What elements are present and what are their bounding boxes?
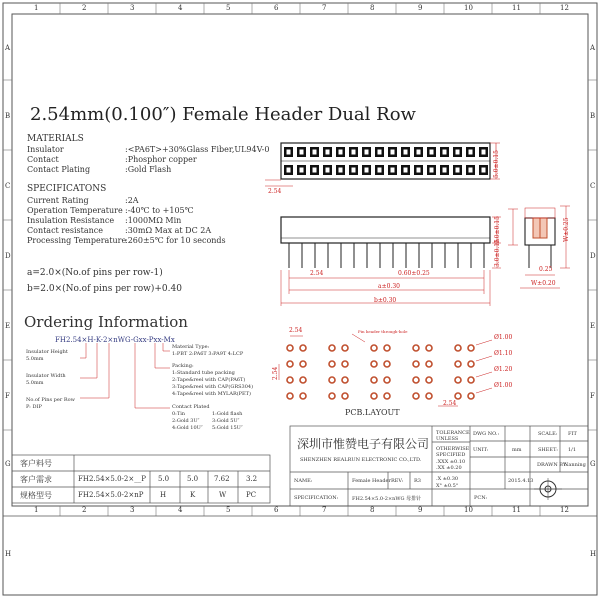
spec-value: FH2.54×5.0-2×nWG 母排针 — [352, 496, 422, 502]
pcb-dim-bottom: 2.54 — [443, 400, 457, 407]
col-label-b3: 3 — [130, 506, 135, 514]
spec-model-code: FH2.54×5.0-2×nP — [78, 491, 144, 499]
formula-b: b=2.0×(No.of pins per row)+0.40 — [27, 284, 182, 294]
tolerance-line-4: SPECIFIED — [436, 452, 466, 458]
scale-label: SCALE: — [538, 431, 558, 437]
row-label-c: C — [5, 182, 11, 190]
spec-model-k: K — [190, 491, 196, 499]
dim-a: a±0.30 — [378, 283, 400, 290]
pcb-hole-3: Ø1.20 — [494, 366, 513, 373]
drawn-by-value: Nanning — [564, 462, 586, 468]
drawing-title: 2.54mm(0.100″) Female Header Dual Row — [30, 104, 416, 125]
pcb-dim-top: 2.54 — [289, 327, 303, 334]
tolerance-line-3: OTHERWISE — [436, 446, 470, 452]
dim-b: b±0.30 — [374, 297, 397, 304]
col-label-b4: 4 — [178, 506, 183, 514]
col-label-b2: 2 — [82, 506, 87, 514]
col-label-8: 8 — [370, 4, 375, 12]
pcb-layout — [279, 334, 492, 406]
spec-label-1: Current Rating — [27, 196, 89, 205]
dwg-no-label: DWG NO.: — [473, 431, 500, 437]
packing-option-4: 4:Tape&reel with MYLAR(PET) — [172, 391, 251, 397]
row-label-a: A — [5, 44, 11, 52]
contact-plated-0: 0:Tin — [172, 411, 186, 417]
row-label-re: E — [590, 322, 596, 330]
col-label-b1: 1 — [34, 506, 39, 514]
drawing-date: 2015.4.13 — [508, 478, 534, 484]
row-label-rf: F — [590, 392, 595, 400]
insulator-width-value: 5.0mm — [26, 380, 44, 386]
spec-label-4: Contact resistance — [27, 226, 103, 235]
packing-option-2: 2:Tape&reel with CAP(PA6T) — [172, 377, 246, 383]
material-value-3: :Gold Flash — [125, 165, 172, 174]
col-label-b7: 7 — [322, 506, 327, 514]
row-label-ra: A — [590, 44, 596, 52]
tolerance-line-1: TOLERANCE — [436, 430, 470, 436]
dim-body-height: 9.0±0.15 — [494, 216, 501, 244]
pcb-note: Pin header through-hole — [358, 329, 408, 334]
name-value: Female Header — [352, 478, 391, 484]
col-label-7: 7 — [322, 4, 327, 12]
ordering-code: FH2.54×H-K-2×nWG-Gxx-Pxx-Mx — [55, 336, 175, 344]
row-label-rc: C — [590, 182, 596, 190]
row-label-rh: H — [590, 550, 597, 558]
material-type-label: Material Type: — [172, 344, 210, 350]
row-label-f: F — [5, 392, 10, 400]
tol-row-3: .X ±0.30 — [436, 476, 459, 482]
spec-label-2: Operation Temperature — [27, 206, 123, 215]
pcb-dim-left: 2.54 — [272, 366, 279, 380]
col-label-b6: 6 — [274, 506, 279, 514]
dim-top-height: 5.0±0.15 — [493, 150, 500, 178]
dim-side-width: 0.25 — [539, 266, 553, 273]
tolerance-line-2: UNLESS — [436, 436, 459, 442]
sheet-label: SHEET: — [538, 447, 558, 453]
pcb-hole-4: Ø1.00 — [494, 382, 513, 389]
contact-plated-3: 3:Gold 5U″ — [212, 418, 240, 424]
contact-plated-5: 5:Gold 15U″ — [212, 425, 243, 431]
col-label-b12: 12 — [560, 506, 569, 514]
col-label-4: 4 — [178, 4, 183, 12]
packing-option-3: 3:Tape&reel with CAP(GRS304) — [172, 384, 254, 390]
formula-a: a=2.0×(No.of pins per row-1) — [27, 268, 163, 278]
col-label-10: 10 — [464, 4, 473, 12]
spec-value-5: :260±5℃ for 10 seconds — [125, 236, 226, 245]
customer-req-h: 5.0 — [158, 475, 170, 483]
dim-side-width-2: W±0.20 — [531, 280, 556, 287]
spec-value-1: :2A — [125, 196, 139, 205]
col-label-6: 6 — [274, 4, 279, 12]
contact-plated-4: 4:Gold 10U″ — [172, 425, 203, 431]
sheet-value: 1/1 — [568, 447, 577, 453]
name-label: NAME: — [294, 478, 313, 484]
specs-heading: SPECIFICATONS — [27, 184, 107, 194]
top-view — [265, 143, 500, 186]
pcb-title: PCB.LAYOUT — [345, 408, 400, 417]
insulator-height-label: Insulator Height — [26, 349, 68, 355]
row-label-rg: G — [590, 460, 596, 468]
spec-value-4: :30mΩ Max at DC 2A — [125, 226, 212, 235]
spec-model-h: H — [160, 491, 167, 499]
ordering-heading: Ordering Information — [24, 313, 188, 331]
col-label-b5: 5 — [226, 506, 231, 514]
col-label-b11: 11 — [512, 506, 521, 514]
pins-per-row-label: No.of Pins per Row — [26, 397, 75, 403]
dim-pitch: 2.54 — [310, 270, 324, 277]
col-label-b10: 10 — [464, 506, 473, 514]
dim-top-pitch: 2.54 — [268, 188, 282, 195]
company-logo — [534, 478, 562, 500]
dim-pitch-tol: 0.60±0.25 — [398, 270, 430, 277]
spec-value-2: :-40℃ to +105℃ — [125, 206, 194, 215]
col-label-5: 5 — [226, 4, 231, 12]
pins-per-row-value: P: DIP — [26, 404, 42, 410]
row-label-h: H — [5, 550, 12, 558]
pcb-hole-1: Ø1.00 — [494, 334, 513, 341]
spec-model-label: 规格型号 — [20, 491, 52, 500]
customer-part-label: 客户料号 — [20, 459, 52, 468]
ordering-leaders — [80, 343, 170, 408]
material-label-2: Contact — [27, 155, 59, 164]
row-label-rb: B — [590, 112, 596, 120]
pcn-label: PCN: — [474, 495, 488, 501]
col-label-3: 3 — [130, 4, 135, 12]
rev-value: R3 — [414, 478, 421, 484]
material-value-1: :<PA6T>+30%Glass Fiber,UL94V-0 — [125, 145, 270, 154]
pcb-hole-2: Ø1.10 — [494, 350, 513, 357]
spec-label-3: Insulation Resistance — [27, 216, 115, 225]
unit-label: UNIT: — [473, 447, 489, 453]
tol-row-4: X° ±0.5° — [436, 483, 459, 489]
row-label-b: B — [5, 112, 11, 120]
row-label-g: G — [5, 460, 11, 468]
row-label-e: E — [5, 322, 11, 330]
drawn-by-label: DRAWN BY: — [537, 462, 568, 468]
tol-row-2: .XX ±0.20 — [436, 465, 462, 471]
spec-model-w: W — [219, 491, 227, 499]
material-value-2: :Phosphor copper — [125, 155, 197, 164]
insulator-width-label: Insulator Width — [26, 373, 66, 379]
unit-value: mm — [512, 447, 522, 453]
customer-req-pc: 3.2 — [246, 475, 258, 483]
company-name-cn: 深圳市惟赞电子有限公司 — [297, 437, 430, 451]
spec-label: SPECIFICATION: — [294, 495, 339, 501]
customer-req-code: FH2.54×5.0-2×__P — [78, 475, 146, 483]
dim-total-height: W±0.25 — [563, 217, 570, 242]
col-label-2: 2 — [82, 4, 87, 12]
customer-req-w: 7.62 — [214, 475, 230, 483]
tol-row-1: .XXX ±0.10 — [436, 459, 466, 465]
customer-req-label: 客户需求 — [20, 475, 52, 484]
contact-plated-1: 1:Gold flash — [212, 411, 243, 417]
col-label-9: 9 — [418, 4, 423, 12]
packing-option-1: 1:Standard tube packing — [172, 370, 235, 376]
spec-model-pc: PC — [246, 491, 257, 499]
packing-label: Packing: — [172, 363, 194, 369]
front-view — [281, 217, 501, 306]
materials-heading: MATERIALS — [27, 134, 84, 144]
material-label-1: Insulator — [27, 145, 64, 154]
insulator-height-value: 5.0mm — [26, 356, 44, 362]
customer-req-k: 5.0 — [187, 475, 199, 483]
dim-pin-length: 3.0±0.15 — [494, 239, 501, 267]
col-label-12: 12 — [560, 4, 569, 12]
contact-plated-label: Contact Plated — [172, 404, 210, 410]
material-label-3: Contact Plating — [27, 165, 91, 174]
spec-value-3: :1000MΩ Min — [125, 216, 182, 225]
col-label-1: 1 — [34, 4, 39, 12]
row-label-rd: D — [590, 252, 596, 260]
side-view — [508, 206, 570, 288]
col-label-11: 11 — [512, 4, 521, 12]
scale-value: FIT — [568, 431, 577, 437]
spec-label-5: Processing Temperature — [27, 236, 127, 245]
col-label-b8: 8 — [370, 506, 375, 514]
col-label-b9: 9 — [418, 506, 423, 514]
row-label-d: D — [5, 252, 11, 260]
rev-label: REV: — [391, 478, 404, 484]
material-type-options: 1:PBT 2:PA6T 3:PA9T 4:LCP — [172, 351, 244, 357]
contact-plated-2: 2:Gold 3U″ — [172, 418, 200, 424]
company-name-en: SHENZHEN REALRUN ELECTRONIC CO.,LTD. — [300, 457, 422, 463]
